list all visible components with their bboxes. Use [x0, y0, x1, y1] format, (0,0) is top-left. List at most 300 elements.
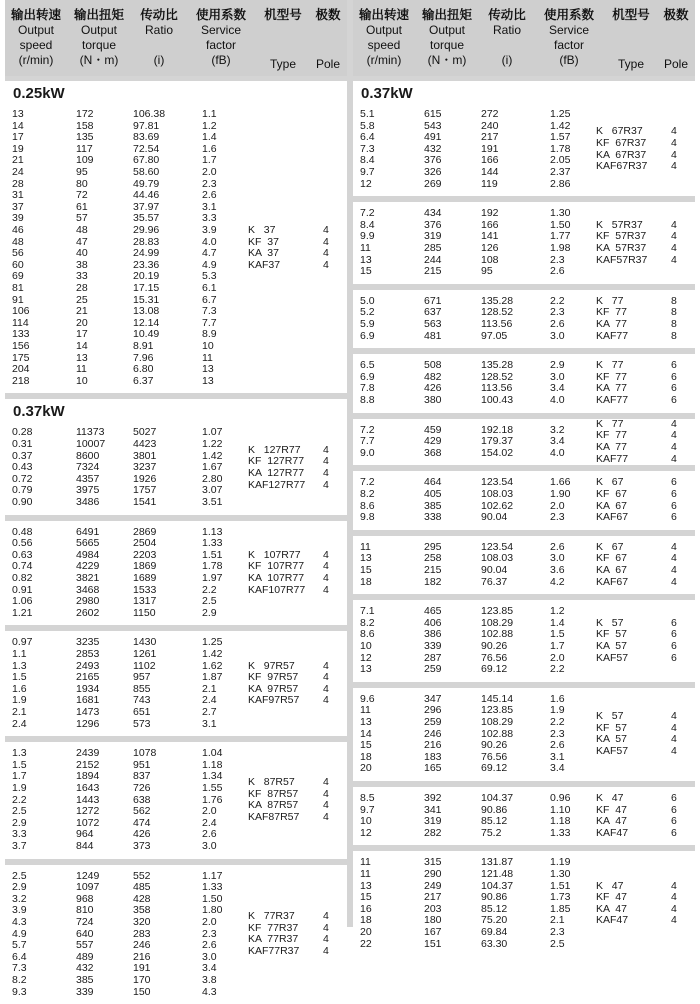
output-torque-cell: 844	[76, 839, 94, 852]
output-torque-cell: 117	[76, 142, 93, 155]
ratio-cell: 15.31	[133, 293, 160, 306]
output-torque-cell: 968	[76, 892, 94, 905]
output-speed-cell: 60	[12, 258, 24, 271]
service-factor-cell: 1.76	[202, 793, 223, 806]
header-en-label: Output speed (r/min)	[365, 23, 403, 67]
service-factor-cell: 7.3	[202, 305, 217, 318]
output-speed-cell: 6.9	[360, 329, 375, 342]
output-speed-cell: 1.06	[12, 595, 33, 608]
table-row	[5, 306, 347, 318]
table-header	[5, 0, 347, 76]
output-torque-cell: 151	[424, 937, 442, 950]
ratio-cell: 135.28	[481, 294, 514, 307]
output-speed-cell: 39	[12, 212, 24, 225]
header-zh-label: 使用系数	[543, 8, 594, 22]
gear-group	[353, 471, 695, 535]
service-factor-cell: 1.17	[202, 869, 223, 882]
model-row	[353, 618, 695, 630]
output-torque-cell: 481	[424, 329, 442, 342]
model-pole: 6	[671, 393, 677, 406]
model-type: K 67	[596, 540, 624, 553]
service-factor-cell: 1.1	[202, 108, 217, 120]
table-row	[353, 208, 695, 220]
output-torque-cell: 637	[424, 306, 442, 319]
model-type: KA 87R57	[248, 799, 299, 812]
model-type: K 77	[596, 417, 624, 430]
model-type: K 57	[596, 710, 624, 723]
service-factor-cell: 1.9	[550, 704, 565, 717]
service-factor-cell: 3.0	[550, 552, 565, 565]
output-torque-cell: 1934	[76, 682, 100, 695]
output-speed-cell: 8.6	[360, 628, 375, 641]
ratio-cell: 67.80	[133, 154, 160, 167]
output-speed-cell: 14	[12, 119, 24, 132]
model-pole: 4	[323, 933, 329, 946]
model-row	[5, 480, 347, 492]
model-pole: 4	[323, 659, 329, 672]
output-torque-cell: 319	[424, 815, 442, 828]
output-torque-cell: 319	[424, 230, 442, 243]
output-speed-cell: 2.9	[12, 881, 27, 894]
output-torque-cell: 259	[424, 663, 442, 676]
ratio-cell: 1533	[133, 583, 157, 596]
model-pole: 4	[671, 733, 677, 746]
output-speed-cell: 69	[12, 270, 24, 283]
header-en-label: Ratio (i)	[144, 23, 173, 67]
model-type: KA 107R77	[248, 571, 305, 584]
output-speed-cell: 12	[360, 826, 372, 839]
service-factor-cell: 3.3	[202, 212, 217, 225]
ratio-cell: 104.37	[481, 879, 514, 892]
model-pole: 4	[671, 540, 677, 553]
output-speed-cell: 7.2	[360, 476, 375, 489]
output-torque-cell: 28	[76, 282, 88, 294]
ratio-cell: 3237	[133, 461, 157, 474]
output-speed-cell: 9.8	[360, 511, 375, 524]
output-speed-cell: 20	[360, 762, 372, 775]
service-factor-cell: 3.6	[550, 563, 565, 576]
ratio-cell: 83.69	[133, 131, 160, 144]
output-torque-cell: 810	[76, 904, 94, 917]
ratio-cell: 4423	[133, 437, 157, 450]
model-pole: 6	[671, 803, 677, 816]
output-speed-cell: 9.6	[360, 692, 375, 705]
output-speed-cell: 16	[360, 902, 372, 915]
output-speed-cell: 1.7	[12, 770, 27, 783]
output-speed-cell: 13	[12, 108, 24, 120]
output-speed-cell: 7.7	[360, 435, 375, 448]
model-pole: 4	[671, 429, 677, 442]
service-factor-cell: 1.34	[202, 770, 223, 783]
output-torque-cell: 215	[424, 563, 442, 576]
output-speed-cell: 1.9	[12, 781, 27, 794]
table-row	[5, 202, 347, 214]
service-factor-cell: 1.10	[550, 803, 571, 816]
model-type: K 47	[596, 879, 624, 892]
service-factor-cell: 3.51	[202, 495, 223, 508]
output-torque-cell: 432	[76, 962, 94, 975]
service-factor-cell: 1.6	[202, 142, 217, 155]
output-speed-cell: 4.3	[12, 915, 27, 928]
output-speed-cell: 114	[12, 316, 29, 329]
gear-group	[353, 688, 695, 787]
output-torque-cell: 368	[424, 446, 442, 459]
output-torque-cell: 1643	[76, 781, 100, 794]
table-row	[5, 283, 347, 295]
table-row	[5, 132, 347, 144]
ratio-cell: 17.15	[133, 282, 160, 294]
ratio-cell: 69.12	[481, 663, 508, 676]
model-pole: 4	[323, 247, 329, 260]
header-en-label: Pole	[663, 57, 689, 71]
model-pole: 4	[671, 721, 677, 734]
output-speed-cell: 8.2	[12, 973, 27, 986]
output-torque-cell: 3821	[76, 571, 100, 584]
header-col-1	[67, 8, 131, 68]
model-pole: 4	[671, 230, 677, 243]
output-torque-cell: 385	[76, 973, 94, 986]
service-factor-cell: 2.9	[550, 359, 565, 372]
model-pole: 8	[671, 329, 677, 342]
header-zh-label: 输出转速	[358, 8, 409, 22]
output-speed-cell: 3.9	[12, 904, 27, 917]
output-torque-cell: 38	[76, 258, 88, 271]
ratio-cell: 28.83	[133, 235, 160, 248]
output-torque-cell: 5665	[76, 537, 100, 550]
model-row	[353, 372, 695, 384]
model-row	[353, 746, 695, 758]
service-factor-cell: 3.1	[550, 750, 565, 763]
model-pole: 6	[671, 815, 677, 828]
output-speed-cell: 13	[360, 663, 372, 676]
output-torque-cell: 1249	[76, 869, 100, 882]
power-section-title	[353, 76, 695, 103]
header-en-label: Output speed (r/min)	[17, 23, 55, 67]
model-type: KA 67R37	[596, 148, 647, 161]
model-row	[353, 542, 695, 554]
output-torque-cell: 33	[76, 270, 88, 283]
output-speed-cell: 106	[12, 305, 30, 318]
service-factor-cell: 2.0	[550, 651, 565, 664]
ratio-cell: 150	[133, 985, 151, 998]
model-row	[5, 911, 347, 923]
ratio-cell: 562	[133, 805, 151, 818]
output-speed-cell: 3.7	[12, 839, 27, 852]
model-row	[353, 307, 695, 319]
model-row	[353, 319, 695, 331]
table-row	[5, 353, 347, 365]
model-pole: 4	[323, 224, 329, 236]
model-row	[353, 395, 695, 407]
model-type: K 107R77	[248, 548, 301, 561]
model-row	[353, 331, 695, 343]
output-speed-cell: 7.3	[12, 962, 27, 975]
output-speed-cell: 11	[360, 856, 371, 869]
service-factor-cell: 2.2	[550, 715, 565, 728]
model-pole: 4	[323, 682, 329, 695]
output-torque-cell: 40	[76, 247, 88, 260]
service-factor-cell: 2.37	[550, 166, 571, 178]
table-row	[5, 748, 347, 760]
service-factor-cell: 2.3	[202, 927, 217, 940]
model-pole: 4	[323, 921, 329, 934]
power-rating: 0.37kW	[361, 85, 413, 102]
output-torque-cell: 172	[76, 108, 94, 120]
model-row	[353, 641, 695, 653]
ratio-cell: 113.56	[481, 317, 513, 330]
output-torque-cell: 339	[76, 985, 94, 998]
model-type: KF 107R77	[248, 560, 305, 573]
service-factor-cell: 4.0	[550, 393, 565, 406]
model-pole: 4	[671, 417, 677, 430]
model-row	[5, 695, 347, 707]
output-torque-cell: 489	[76, 950, 94, 963]
model-row	[5, 573, 347, 585]
output-torque-cell: 11	[76, 363, 87, 376]
model-pole: 6	[671, 370, 677, 383]
model-row	[353, 629, 695, 641]
output-speed-cell: 2.2	[12, 793, 27, 806]
model-type: KF 57R37	[596, 230, 647, 243]
ratio-cell: 1541	[133, 495, 157, 508]
output-speed-cell: 5.8	[360, 119, 375, 132]
output-speed-cell: 8.2	[360, 616, 375, 629]
output-torque-cell: 287	[424, 651, 442, 664]
header-en-label: Type	[617, 57, 644, 71]
ratio-cell: 191	[133, 962, 151, 975]
table-row	[353, 763, 695, 775]
ratio-cell: 123.85	[481, 704, 514, 717]
ratio-cell: 108	[481, 253, 499, 266]
output-speed-cell: 0.74	[12, 560, 33, 573]
output-speed-cell: 8.8	[360, 393, 375, 406]
output-speed-cell: 15	[360, 739, 372, 752]
service-factor-cell: 1.25	[202, 636, 223, 649]
output-torque-cell: 246	[424, 727, 442, 740]
ratio-cell: 76.56	[481, 750, 508, 763]
model-type: KA 37	[248, 247, 279, 260]
model-row	[5, 260, 347, 272]
model-row	[353, 255, 695, 267]
model-type: KF 47	[596, 891, 627, 904]
output-torque-cell: 3975	[76, 484, 100, 497]
service-factor-cell: 2.0	[202, 915, 217, 928]
model-type: KAF57	[596, 744, 629, 757]
output-speed-cell: 24	[12, 166, 24, 178]
output-speed-cell: 3.2	[12, 892, 27, 905]
service-factor-cell: 1.5	[550, 628, 565, 641]
table-row	[5, 121, 347, 133]
output-speed-cell: 0.72	[12, 472, 33, 485]
service-factor-cell: 2.80	[202, 472, 223, 485]
model-row	[353, 296, 695, 308]
ratio-cell: 192	[481, 207, 499, 220]
power-section-title	[5, 399, 347, 421]
model-pole: 4	[671, 552, 677, 565]
header-col-4	[255, 8, 311, 71]
output-speed-cell: 6.5	[360, 359, 375, 372]
output-speed-cell: 5.9	[360, 317, 375, 330]
model-pole: 4	[323, 478, 329, 491]
output-speed-cell: 19	[12, 142, 24, 155]
model-type: KF 77	[596, 306, 627, 319]
output-torque-cell: 7324	[76, 461, 100, 474]
table-row	[5, 608, 347, 620]
ratio-cell: 2869	[133, 525, 157, 538]
output-torque-cell: 426	[424, 382, 442, 395]
output-torque-cell: 11373	[76, 426, 105, 439]
output-speed-cell: 5.0	[360, 294, 375, 307]
service-factor-cell: 1.42	[550, 119, 571, 132]
output-torque-cell: 295	[424, 540, 442, 553]
header-col-2	[479, 8, 535, 68]
ratio-cell: 72.54	[133, 142, 160, 155]
output-speed-cell: 0.37	[12, 449, 33, 462]
output-torque-cell: 376	[424, 218, 442, 231]
service-factor-cell: 1.2	[202, 119, 217, 132]
header-en-label: Service factor (fB)	[200, 23, 241, 67]
ratio-cell: 1869	[133, 560, 157, 573]
model-type: KAF37	[248, 258, 281, 271]
header-col-3	[535, 8, 603, 68]
service-factor-cell: 1.87	[202, 671, 223, 684]
output-speed-cell: 2.1	[12, 705, 27, 718]
output-torque-cell: 2980	[76, 595, 100, 608]
header-col-5	[309, 8, 347, 71]
output-speed-cell: 3.3	[12, 828, 27, 841]
gear-group	[353, 536, 695, 600]
gear-group	[5, 103, 347, 399]
output-torque-cell: 376	[424, 154, 442, 167]
service-factor-cell: 1.98	[550, 241, 571, 254]
ratio-cell: 123.85	[481, 605, 514, 618]
output-speed-cell: 1.6	[12, 682, 27, 695]
table-row	[5, 829, 347, 841]
output-torque-cell: 640	[76, 927, 94, 940]
model-row	[5, 934, 347, 946]
gear-group	[5, 421, 347, 520]
model-type: KF 67	[596, 487, 627, 500]
output-speed-cell: 9.3	[12, 985, 27, 998]
model-pole: 4	[671, 744, 677, 757]
service-factor-cell: 1.90	[550, 487, 571, 500]
header-en-label: Ratio (i)	[492, 23, 521, 67]
model-pole: 4	[323, 671, 329, 684]
model-row	[353, 360, 695, 372]
output-speed-cell: 0.43	[12, 461, 33, 474]
output-torque-cell: 563	[424, 317, 442, 330]
table-row	[5, 190, 347, 202]
table-row	[5, 987, 347, 999]
service-factor-cell: 1.97	[202, 571, 223, 584]
output-speed-cell: 5.2	[360, 306, 375, 319]
service-factor-cell: 1.22	[202, 437, 223, 450]
header-zh-label: 极数	[663, 8, 689, 22]
output-speed-cell: 7.1	[360, 605, 375, 618]
service-factor-cell: 1.33	[202, 537, 223, 550]
output-torque-cell: 434	[424, 207, 442, 220]
header-zh-label: 输出扭矩	[421, 8, 472, 22]
output-torque-cell: 216	[424, 739, 442, 752]
ratio-cell: 3801	[133, 449, 157, 462]
service-factor-cell: 1.04	[202, 747, 223, 760]
model-row	[353, 904, 695, 916]
output-torque-cell: 508	[424, 359, 442, 372]
output-speed-cell: 11	[360, 867, 371, 880]
ratio-cell: 1102	[133, 659, 156, 672]
model-pole: 4	[671, 902, 677, 915]
output-torque-cell: 543	[424, 119, 442, 132]
service-factor-cell: 1.33	[550, 826, 571, 839]
model-pole: 6	[671, 499, 677, 512]
ratio-cell: 6.80	[133, 363, 154, 376]
service-factor-cell: 1.50	[202, 892, 223, 905]
table-row	[353, 869, 695, 881]
model-type: K 127R77	[248, 443, 301, 456]
ratio-cell: 104.37	[481, 791, 514, 804]
header-en-label: Type	[269, 57, 296, 71]
table-row	[5, 649, 347, 661]
gear-group	[353, 202, 695, 290]
table-row	[5, 497, 347, 509]
output-speed-cell: 6.4	[12, 950, 27, 963]
ratio-cell: 191	[481, 142, 499, 155]
service-factor-cell: 2.0	[202, 805, 217, 818]
service-factor-cell: 2.3	[550, 253, 565, 266]
output-torque-cell: 183	[424, 750, 442, 763]
ratio-cell: 113.56	[481, 382, 513, 395]
model-type: K 87R57	[248, 776, 295, 789]
model-pole: 4	[671, 440, 677, 453]
service-factor-cell: 1.73	[550, 891, 571, 904]
output-speed-cell: 10	[360, 815, 372, 828]
model-type: KAF57R37	[596, 253, 648, 266]
header-zh-label: 传动比	[140, 8, 178, 22]
model-row	[353, 915, 695, 927]
output-torque-cell: 557	[76, 939, 94, 952]
model-row	[5, 672, 347, 684]
model-row	[5, 468, 347, 480]
output-speed-cell: 2.5	[12, 805, 27, 818]
output-speed-cell: 15	[360, 891, 372, 904]
model-row	[5, 923, 347, 935]
output-speed-cell: 0.90	[12, 495, 33, 508]
model-type: KA 77	[596, 382, 627, 395]
output-torque-cell: 2165	[76, 671, 100, 684]
ratio-cell: 128.52	[481, 306, 514, 319]
service-factor-cell: 2.1	[550, 914, 565, 927]
service-factor-cell: 1.30	[550, 207, 571, 220]
service-factor-cell: 1.55	[202, 781, 223, 794]
model-row	[353, 243, 695, 255]
power-section-title	[5, 76, 347, 103]
service-factor-cell: 2.5	[550, 937, 565, 950]
service-factor-cell: 1.42	[202, 449, 223, 462]
table-row	[5, 596, 347, 608]
model-row	[353, 383, 695, 395]
output-torque-cell: 282	[424, 826, 442, 839]
ratio-cell: 12.14	[133, 316, 160, 329]
output-speed-cell: 0.56	[12, 537, 33, 550]
ratio-cell: 144	[481, 166, 499, 178]
service-factor-cell: 1.30	[550, 867, 571, 880]
model-type: KA 57R37	[596, 241, 647, 254]
service-factor-cell: 1.7	[550, 639, 565, 652]
service-factor-cell: 1.67	[202, 461, 223, 474]
model-pole: 4	[671, 563, 677, 576]
table-row	[5, 882, 347, 894]
model-row	[353, 881, 695, 893]
